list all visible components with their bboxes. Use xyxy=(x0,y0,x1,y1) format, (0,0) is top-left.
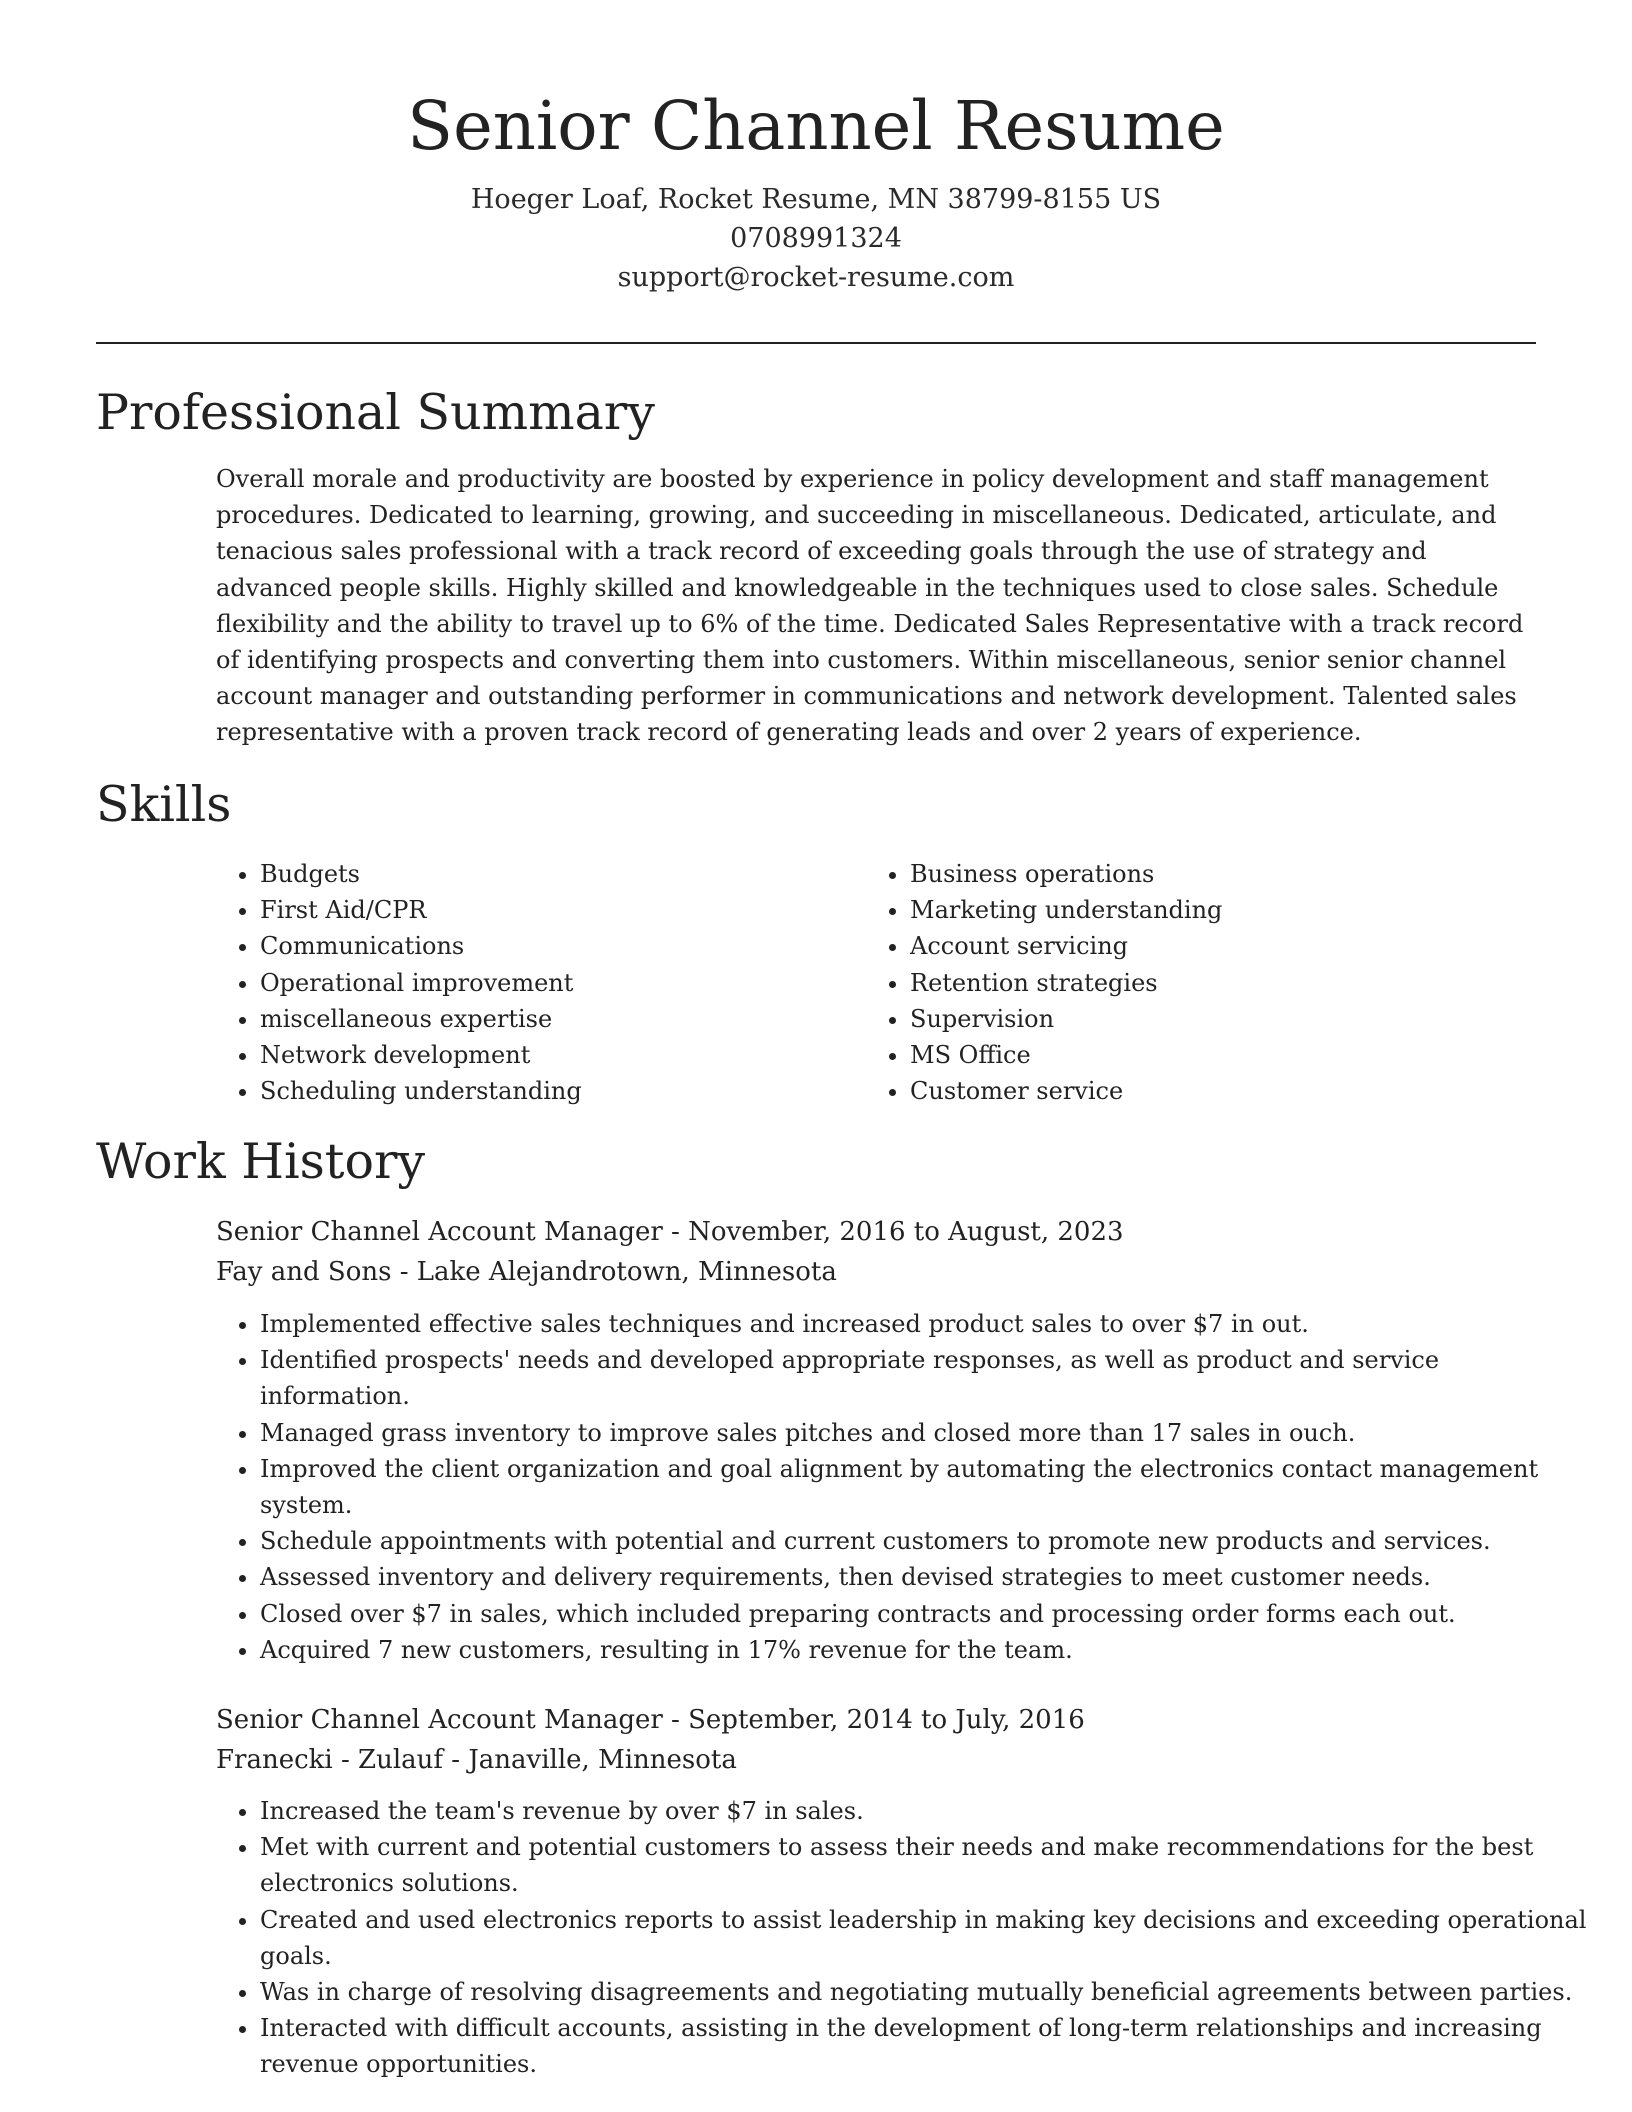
skill-item: • Communications xyxy=(260,928,582,964)
contact-info xyxy=(0,180,1632,297)
skill-item: • Scheduling understanding xyxy=(260,1073,582,1109)
job-company-line: Franecki - Zulauf - Janaville, Minnesota xyxy=(216,1745,737,1775)
job-header xyxy=(216,1212,1124,1292)
summary-heading: Professional Summary xyxy=(96,384,655,441)
skill-item: • miscellaneous expertise xyxy=(260,1001,582,1037)
job-header xyxy=(216,1700,1085,1780)
contact-email: support@rocket-resume.com xyxy=(617,262,1015,293)
skill-item: • Retention strategies xyxy=(910,965,1222,1001)
skill-item: • Network development xyxy=(260,1037,582,1073)
job-bullets xyxy=(216,1793,1590,2083)
resume-header xyxy=(0,82,1632,297)
skill-item: • Business operations xyxy=(910,856,1222,892)
job-bullet: • Implemented effective sales techniques and increased product sales to over $7 in out. xyxy=(260,1306,1590,1342)
job-bullet: • Increased the team's revenue by over $7 in sales. xyxy=(260,1793,1590,1829)
resume-title: Senior Channel Resume xyxy=(407,87,1225,165)
contact-phone: 0708991324 xyxy=(730,223,902,254)
job-bullet: • Was in charge of resolving disagreements and negotiating mutually beneficial agreements between parties. xyxy=(260,1974,1590,2010)
skill-item: • Customer service xyxy=(910,1073,1222,1109)
job-bullet: • Acquired 7 new customers, resulting in 17% revenue for the team. xyxy=(260,1632,1590,1668)
job-company-line: Fay and Sons - Lake Alejandrotown, Minnesota xyxy=(216,1257,837,1287)
job-title-line: Senior Channel Account Manager - September, 2014 to July, 2016 xyxy=(216,1705,1085,1735)
job-bullet: • Created and used electronics reports to assist leadership in making key decisions and exceeding operational goals. xyxy=(260,1902,1590,1974)
contact-address: Hoeger Loaf, Rocket Resume, MN 38799-8155 US xyxy=(470,184,1162,215)
skill-item: • Budgets xyxy=(260,856,582,892)
skill-item: • Account servicing xyxy=(910,928,1222,964)
skill-item: • First Aid/CPR xyxy=(260,892,582,928)
job-bullets xyxy=(216,1306,1590,1668)
job-bullet: • Identified prospects' needs and developed appropriate responses, as well as product and service information. xyxy=(260,1342,1590,1414)
skills-list-right xyxy=(866,856,1222,1109)
skills-heading: Skills xyxy=(96,776,232,833)
skills-list-left xyxy=(216,856,582,1109)
header-divider xyxy=(96,342,1536,344)
skill-item: • Supervision xyxy=(910,1001,1222,1037)
job-bullet: • Improved the client organization and goal alignment by automating the electronics contact management system. xyxy=(260,1451,1590,1523)
job-bullet: • Interacted with difficult accounts, assisting in the development of long-term relationships and increasing revenue opportunities. xyxy=(260,2010,1590,2082)
job-bullet: • Schedule appointments with potential and current customers to promote new products and services. xyxy=(260,1523,1590,1559)
job-bullet: • Managed grass inventory to improve sales pitches and closed more than 17 sales in ouch. xyxy=(260,1415,1590,1451)
job-title-line: Senior Channel Account Manager - November, 2016 to August, 2023 xyxy=(216,1217,1124,1247)
summary-text: Overall morale and productivity are boosted by experience in policy development and staff management procedures. Dedicated to learning, growing, and succeeding in miscellaneous. Dedicated, articulate, and tenacious sales professional with a track record of exceeding goals through the use of strategy and advanced people skills. Highly skilled and knowledgeable in the techniques used to close sales. Schedule flexibility and the ability to travel up to 6% of the time. Dedicated Sales Representative with a track record of identifying prospects and converting them into customers. Within miscellaneous, senior senior channel account manager and outstanding performer in communications and network development. Talented sales representative with a proven track record of generating leads and over 2 years of experience. xyxy=(216,465,1524,747)
skill-item: • MS Office xyxy=(910,1037,1222,1073)
job-bullet: • Assessed inventory and delivery requirements, then devised strategies to meet customer needs. xyxy=(260,1559,1590,1595)
job-bullet: • Closed over $7 in sales, which included preparing contracts and processing order forms each out. xyxy=(260,1596,1590,1632)
work-history-heading: Work History xyxy=(96,1133,426,1190)
skill-item: • Marketing understanding xyxy=(910,892,1222,928)
skill-item: • Operational improvement xyxy=(260,965,582,1001)
job-bullet: • Met with current and potential customers to assess their needs and make recommendations for the best electronics solutions. xyxy=(260,1829,1590,1901)
